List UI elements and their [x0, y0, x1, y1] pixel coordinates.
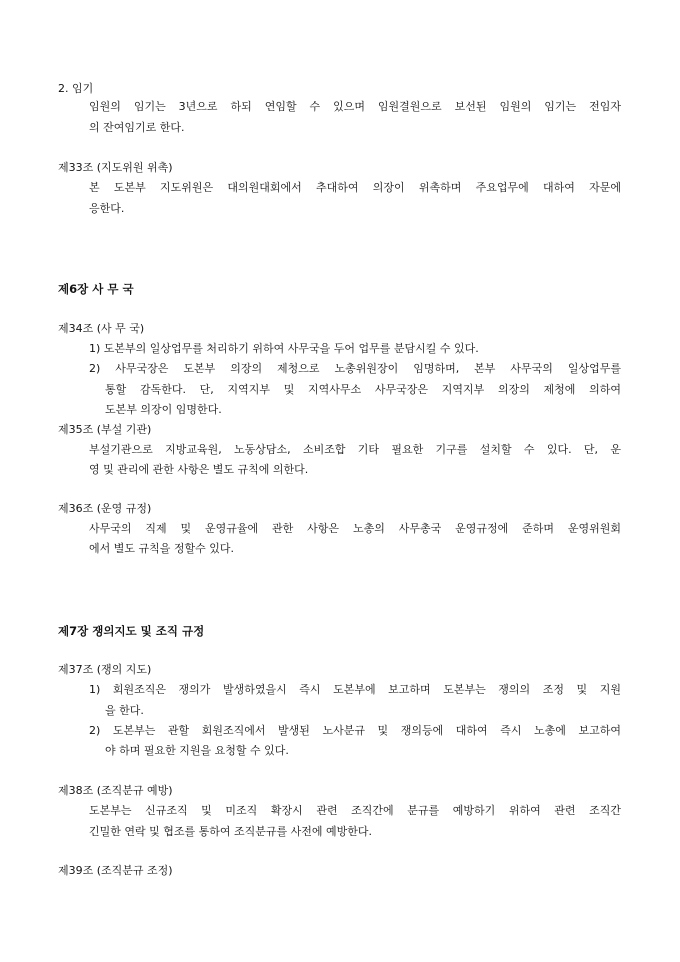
article-heading: 제33조 (지도위원 위촉)	[58, 161, 173, 174]
paragraph-line: 사무국의 직제 및 운영규율에 관한 사항은 노총의 사무총국 운영규정에 준하며 운영위원회	[89, 522, 621, 535]
list-item-continuation: 통할 감독한다. 단, 지역지부 및 지역사무소 사무국장은 지역지부 의장의 제청에 의하여	[105, 383, 621, 396]
article-heading: 제34조 (사 무 국)	[58, 322, 145, 335]
paragraph-line: 도본부는 신규조직 및 미조직 확장시 관련 조직간에 분규를 예방하기 위하여 관련 조직간	[89, 804, 621, 817]
paragraph-line: 응한다.	[89, 202, 125, 215]
article-heading: 제39조 (조직분규 조정)	[58, 864, 173, 877]
paragraph-line: 에서 별도 규칙을 정할수 있다.	[89, 542, 234, 555]
article-heading: 제38조 (조직분규 예방)	[58, 784, 173, 797]
list-item-continuation: 도본부 의장이 임명한다.	[105, 403, 222, 416]
paragraph-line: 긴밀한 연락 및 협조를 통하여 조직분규를 사전에 예방한다.	[89, 825, 372, 838]
paragraph-line: 부설기관으로 지방교육원, 노동상담소, 소비조합 기타 필요한 기구를 설치할 수 있다. 단, 운	[89, 443, 621, 456]
article-heading: 제37조 (쟁의 지도)	[58, 663, 152, 676]
list-item: 1) 도본부의 일상업무를 처리하기 위하여 사무국을 두어 업무를 분담시킬 수 있다.	[89, 342, 479, 355]
article-heading: 제36조 (운영 규정)	[58, 502, 152, 515]
chapter-title: 제7장 쟁의지도 및 조직 규정	[58, 624, 205, 638]
chapter-title: 제6장 사 무 국	[58, 282, 134, 296]
list-item-continuation: 을 한다.	[105, 704, 144, 717]
paragraph-line: 영 및 관리에 관한 사항은 별도 규칙에 의한다.	[89, 463, 309, 476]
list-item-continuation: 야 하며 필요한 지원을 요청할 수 있다.	[105, 744, 289, 757]
list-item: 1) 회원조직은 쟁의가 발생하였을시 즉시 도본부에 보고하며 도본부는 쟁의의 조정 및 지원	[89, 683, 621, 696]
paragraph-line: 임원의 임기는 3년으로 하되 연임할 수 있으며 임원결원으로 보선된 임원의 임기는 전임자	[89, 100, 621, 113]
item-heading: 2. 임기	[58, 82, 94, 95]
paragraph-line: 본 도본부 지도위원은 대의원대회에서 추대하여 의장이 위촉하며 주요업무에 대하여 자문에	[89, 181, 621, 194]
list-item: 2) 도본부는 관할 회원조직에서 발생된 노사분규 및 쟁의등에 대하여 즉시 노총에 보고하여	[89, 724, 621, 737]
paragraph-line: 의 잔여임기로 한다.	[89, 121, 185, 134]
list-item: 2) 사무국장은 도본부 의장의 제청으로 노총위원장이 임명하며, 본부 사무국의 일상업무를	[89, 362, 621, 375]
article-heading: 제35조 (부설 기관)	[58, 423, 152, 436]
